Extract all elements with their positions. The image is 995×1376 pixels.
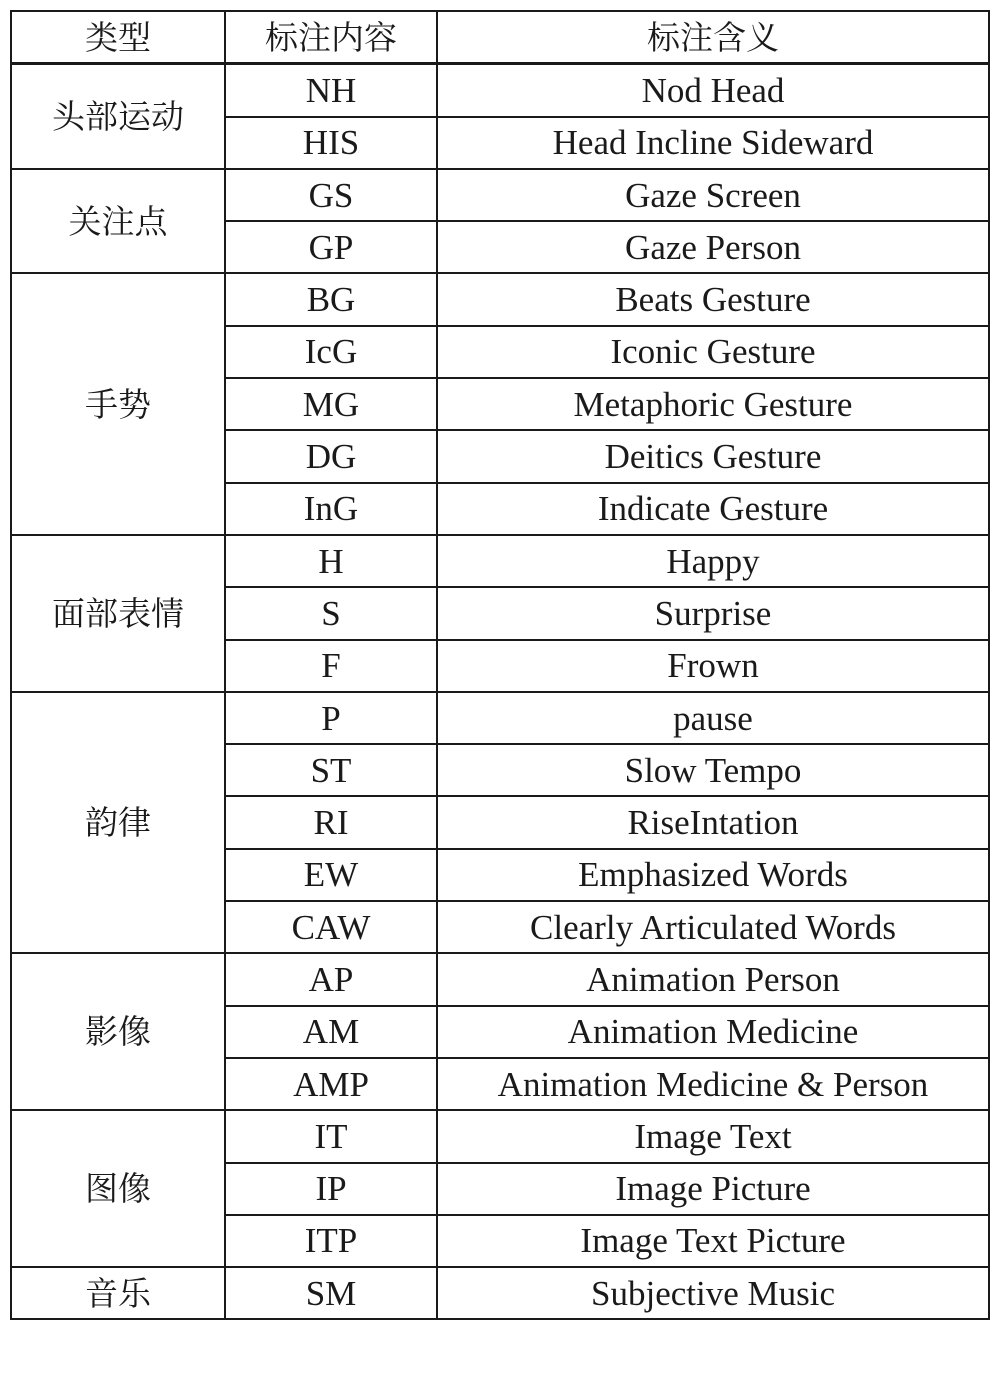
code-cell: BG — [225, 273, 437, 325]
code-cell: AP — [225, 953, 437, 1005]
code-cell: F — [225, 640, 437, 692]
meaning-cell: Nod Head — [437, 64, 989, 117]
table-row — [11, 953, 989, 1005]
code-cell: HIS — [225, 117, 437, 169]
meaning-cell: Metaphoric Gesture — [437, 378, 989, 430]
table-row — [11, 1267, 989, 1319]
annotation-table — [10, 10, 990, 1320]
category-cell: 韵律 — [11, 692, 225, 953]
code-cell: IP — [225, 1163, 437, 1215]
meaning-cell: Beats Gesture — [437, 273, 989, 325]
code-cell: DG — [225, 430, 437, 482]
meaning-cell: Animation Medicine — [437, 1006, 989, 1058]
code-cell: EW — [225, 849, 437, 901]
code-cell: NH — [225, 64, 437, 117]
category-cell: 音乐 — [11, 1267, 225, 1319]
annotation-table-container — [10, 10, 990, 1320]
code-cell: CAW — [225, 901, 437, 953]
code-cell: RI — [225, 796, 437, 848]
meaning-cell: Iconic Gesture — [437, 326, 989, 378]
code-cell: IT — [225, 1110, 437, 1162]
meaning-cell: Happy — [437, 535, 989, 587]
code-cell: InG — [225, 483, 437, 535]
code-cell: P — [225, 692, 437, 744]
meaning-cell: Surprise — [437, 587, 989, 639]
category-cell: 关注点 — [11, 169, 225, 274]
meaning-cell: Emphasized Words — [437, 849, 989, 901]
meaning-cell: Indicate Gesture — [437, 483, 989, 535]
code-cell: S — [225, 587, 437, 639]
table-row — [11, 535, 989, 587]
meaning-cell: Subjective Music — [437, 1267, 989, 1319]
meaning-cell: Frown — [437, 640, 989, 692]
category-cell: 头部运动 — [11, 64, 225, 169]
meaning-cell: Slow Tempo — [437, 744, 989, 796]
code-cell: ITP — [225, 1215, 437, 1267]
meaning-cell: RiseIntation — [437, 796, 989, 848]
category-cell: 手势 — [11, 273, 225, 534]
meaning-cell: Clearly Articulated Words — [437, 901, 989, 953]
code-cell: H — [225, 535, 437, 587]
code-cell: GS — [225, 169, 437, 221]
code-cell: IcG — [225, 326, 437, 378]
code-cell: AMP — [225, 1058, 437, 1110]
meaning-cell: Image Picture — [437, 1163, 989, 1215]
header-row — [11, 11, 989, 64]
code-cell: GP — [225, 221, 437, 273]
code-cell: SM — [225, 1267, 437, 1319]
code-cell: AM — [225, 1006, 437, 1058]
meaning-cell: Gaze Person — [437, 221, 989, 273]
table-row — [11, 1110, 989, 1162]
code-cell: ST — [225, 744, 437, 796]
header-code: 标注内容 — [225, 11, 437, 64]
table-row — [11, 169, 989, 221]
header-category: 类型 — [11, 11, 225, 64]
meaning-cell: Deitics Gesture — [437, 430, 989, 482]
meaning-cell: Gaze Screen — [437, 169, 989, 221]
table-row — [11, 692, 989, 744]
table-row — [11, 273, 989, 325]
category-cell: 面部表情 — [11, 535, 225, 692]
code-cell: MG — [225, 378, 437, 430]
meaning-cell: Image Text — [437, 1110, 989, 1162]
meaning-cell: Head Incline Sideward — [437, 117, 989, 169]
category-cell: 影像 — [11, 953, 225, 1110]
meaning-cell: pause — [437, 692, 989, 744]
table-row — [11, 64, 989, 117]
category-cell: 图像 — [11, 1110, 225, 1267]
header-meaning: 标注含义 — [437, 11, 989, 64]
meaning-cell: Image Text Picture — [437, 1215, 989, 1267]
table-body — [11, 64, 989, 1320]
meaning-cell: Animation Person — [437, 953, 989, 1005]
meaning-cell: Animation Medicine & Person — [437, 1058, 989, 1110]
